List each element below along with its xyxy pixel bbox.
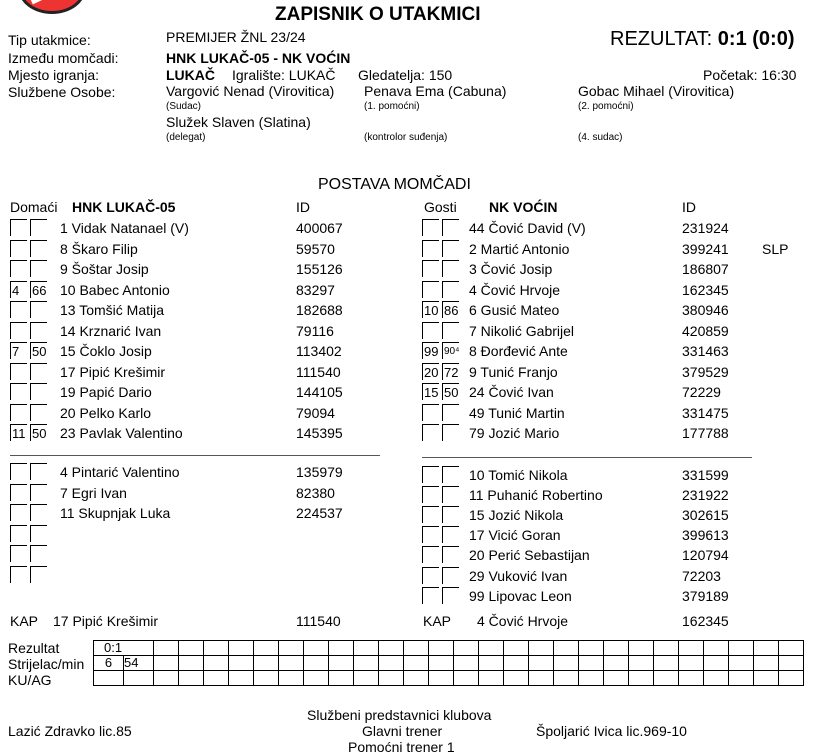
- score-cell: [354, 641, 379, 656]
- player-id: 420859: [682, 322, 729, 339]
- pitch-info: Igralište: LUKAČ: [232, 67, 336, 83]
- player-name: 15 Čoklo Josip: [60, 343, 152, 359]
- player-name: 44 Čović David (V): [469, 220, 586, 236]
- score-cell: [254, 671, 279, 686]
- sub-minute-box: [442, 322, 459, 339]
- sub-out-box: [10, 404, 27, 421]
- score-cell: [229, 656, 254, 671]
- sub-minute-box: 50: [32, 344, 47, 359]
- sub-out-box: [422, 486, 439, 503]
- score-cell: [354, 671, 379, 686]
- score-cell: [729, 671, 754, 686]
- away-captain: 4 Čović Hrvoje: [477, 613, 569, 629]
- score-cell: [229, 671, 254, 686]
- player-name: 13 Tomšić Matija: [60, 302, 165, 318]
- player-name: 9 Šoštar Josip: [60, 261, 149, 277]
- rezultat-label: Rezultat: [8, 640, 60, 656]
- player-id: 120794: [682, 547, 729, 564]
- sub-out-box: [422, 219, 439, 236]
- player-id: 113402: [296, 343, 342, 359]
- player-id: 400067: [296, 220, 343, 236]
- player-id: 83297: [296, 281, 335, 298]
- player-name: 9 Tunić Franjo: [469, 363, 558, 380]
- official-name: Penava Ema (Cabuna): [364, 83, 507, 99]
- sub-minute-box: [30, 383, 47, 400]
- score-cell: [454, 671, 479, 686]
- score-cell: [754, 671, 779, 686]
- score-cell: [379, 656, 404, 671]
- sub-out-box: [10, 301, 27, 318]
- score-cell: [629, 641, 654, 656]
- score-cell: [179, 641, 204, 656]
- player-id: 79094: [296, 404, 335, 421]
- player-name: 29 Vuković Ivan: [469, 567, 568, 584]
- score-cell: [454, 641, 479, 656]
- official-role: (2. pomoćni): [578, 101, 634, 112]
- score-cell: [154, 641, 179, 656]
- sub-out-box: [10, 383, 27, 400]
- player-name: 7 Egri Ivan: [60, 484, 127, 501]
- sub-out-box: [422, 260, 439, 277]
- player-id: 380946: [682, 302, 729, 318]
- sub-minute-box: [442, 546, 459, 563]
- player-id: 135979: [296, 464, 343, 480]
- player-id: 82380: [296, 484, 335, 501]
- score-cell: [604, 671, 629, 686]
- player-id: 331475: [682, 404, 729, 421]
- official-name: Služek Slaven (Slatina): [166, 114, 311, 130]
- score-cell: [304, 641, 329, 656]
- sub-minute-box: [30, 566, 47, 583]
- scoring-row: [94, 656, 804, 671]
- player-id: 231924: [682, 220, 729, 236]
- player-name: 23 Pavlak Valentino: [60, 425, 183, 441]
- sub-out-box: [10, 545, 27, 562]
- sub-out-box: [10, 240, 27, 257]
- official-name: Vargović Nenad (Virovitica): [166, 83, 335, 99]
- away-id-header: ID: [682, 199, 696, 215]
- score-cell: [354, 656, 379, 671]
- sub-minute-box: [442, 466, 459, 483]
- score-cell: [254, 641, 279, 656]
- player-name: 49 Tunić Martin: [469, 404, 565, 421]
- sub-out-box: [10, 463, 27, 480]
- score-cell: [504, 656, 529, 671]
- score-cell: [429, 641, 454, 656]
- sub-minute-box: [442, 587, 459, 604]
- scoring-grid: [93, 640, 804, 686]
- sub-minute-box: 90⁴: [442, 342, 459, 359]
- player-name: 79 Jozić Mario: [469, 425, 560, 441]
- sub-out-box: [422, 404, 439, 421]
- score-cell: [554, 656, 579, 671]
- lineup-title: POSTAVA MOMČADI: [318, 176, 471, 193]
- teams-label: Između momčadi:: [8, 50, 119, 66]
- sub-minute-box: 72: [444, 364, 459, 380]
- sub-out-box: [10, 566, 27, 583]
- sub-minute-box: [442, 240, 459, 257]
- sub-out-box: [422, 506, 439, 523]
- away-divider: [422, 457, 752, 458]
- score-cell: [579, 656, 604, 671]
- player-name: 4 Čović Hrvoje: [469, 281, 561, 298]
- score-cell: [154, 671, 179, 686]
- sub-out-box: [422, 240, 439, 257]
- official-role: (delegat): [166, 132, 206, 143]
- spectators-info: Gledatelja: 150: [358, 67, 453, 83]
- score-cell: [679, 641, 704, 656]
- player-name: 6 Gusić Mateo: [469, 302, 560, 318]
- sub-minute-box: 66: [32, 282, 47, 298]
- scoring-row: [94, 671, 804, 686]
- officials-label: Službene Osobe:: [8, 84, 116, 100]
- score-cell: 54: [124, 656, 154, 671]
- player-name: 10 Tomić Nikola: [469, 467, 568, 483]
- player-id: 162345: [682, 281, 729, 298]
- sub-minute-box: [442, 506, 459, 523]
- player-name: 8 Đorđević Ante: [469, 343, 568, 359]
- sub-out-box: [422, 322, 439, 339]
- player-id: 72229: [682, 384, 721, 400]
- score-cell: [729, 641, 754, 656]
- home-captain: 17 Pipić Krešimir: [53, 613, 159, 629]
- score-cell: [254, 656, 279, 671]
- sub-minute-box: [442, 404, 459, 421]
- player-id: 379529: [682, 363, 729, 380]
- score-cell: [754, 641, 779, 656]
- sub-out-box: 10: [424, 303, 439, 318]
- sub-out-box: 99: [424, 344, 439, 359]
- player-name: 24 Čović Ivan: [469, 384, 554, 400]
- score-cell: [429, 671, 454, 686]
- player-name: 7 Nikolić Gabrijel: [469, 322, 575, 339]
- score-cell: [179, 656, 204, 671]
- sub-out-box: [422, 546, 439, 563]
- player-name: 4 Pintarić Valentino: [60, 464, 180, 480]
- score-cell: [479, 656, 504, 671]
- official-name: Gobac Mihael (Virovitica): [578, 83, 735, 99]
- player-id: 186807: [682, 261, 729, 277]
- sub-minute-box: [30, 525, 47, 542]
- player-id: 331599: [682, 467, 729, 483]
- official-role: (Sudac): [166, 101, 202, 112]
- score-cell: [629, 671, 654, 686]
- sub-minute-box: [442, 567, 459, 584]
- player-note: SLP: [762, 240, 789, 257]
- player-id: 331463: [682, 343, 729, 359]
- home-id-header: ID: [296, 199, 310, 215]
- result-label: [610, 28, 795, 51]
- sub-minute-box: 50: [444, 385, 459, 400]
- sub-out-box: 15: [424, 385, 439, 400]
- official-role: (1. pomoćni): [364, 101, 420, 112]
- sub-minute-box: [30, 545, 47, 562]
- teams-value: HNK LUKAČ-05 - NK VOĆIN: [166, 50, 351, 66]
- score-cell: [779, 641, 804, 656]
- player-name: 10 Babec Antonio: [60, 281, 170, 298]
- home-team-name: HNK LUKAČ-05: [72, 199, 176, 215]
- sub-minute-box: [442, 424, 459, 441]
- score-cell: [429, 656, 454, 671]
- score-cell: [304, 671, 329, 686]
- sub-out-box: [422, 567, 439, 584]
- score-cell: [204, 641, 229, 656]
- sub-minute-box: [30, 301, 47, 318]
- score-cell: [704, 671, 729, 686]
- sub-out-box: [10, 322, 27, 339]
- venue-value: LUKAČ: [166, 67, 215, 83]
- sub-out-box: 4: [10, 281, 27, 298]
- sub-minute-box: [442, 486, 459, 503]
- player-id: 72203: [682, 567, 721, 584]
- league-logo: [18, 0, 86, 14]
- score-cell: [479, 641, 504, 656]
- player-name: 3 Čović Josip: [469, 261, 553, 277]
- home-kap-label: KAP: [10, 613, 39, 629]
- sub-out-box: 7: [10, 342, 27, 359]
- score-cell: [454, 656, 479, 671]
- result-value: 0:1 (0:0): [717, 28, 795, 50]
- sub-minute-box: [30, 484, 47, 501]
- player-id: 155126: [296, 261, 343, 277]
- score-cell: [729, 656, 754, 671]
- away-label: Gosti: [424, 199, 457, 215]
- sub-out-box: [422, 424, 439, 441]
- sub-minute-box: [30, 363, 47, 380]
- sub-out-box: [10, 260, 27, 277]
- player-id: 302615: [682, 507, 729, 524]
- sub-minute-box: 86: [444, 303, 459, 318]
- player-name: 17 Vicić Goran: [469, 527, 561, 544]
- score-cell: [654, 671, 679, 686]
- sub-out-box: 11: [12, 426, 26, 441]
- score-cell: [554, 641, 579, 656]
- player-name: 19 Papić Dario: [60, 384, 152, 400]
- score-cell: [529, 656, 554, 671]
- score-cell: [604, 641, 629, 656]
- score-cell: [379, 671, 404, 686]
- player-id: 111540: [296, 363, 341, 380]
- type-label: Tip utakmice:: [8, 32, 91, 48]
- role-assistant-coach: Pomoćni trener 1: [348, 739, 455, 755]
- sub-minute-box: [30, 219, 47, 236]
- sub-out-box: [10, 525, 27, 542]
- role-head-coach: Glavni trener: [362, 723, 443, 739]
- player-id: 224537: [296, 505, 343, 521]
- player-name: 14 Krznarić Ivan: [60, 322, 162, 339]
- sub-out-box: 20: [424, 364, 439, 380]
- sub-out-box: [10, 219, 27, 236]
- score-cell: [704, 641, 729, 656]
- official-role: (4. sudac): [578, 132, 623, 143]
- score-cell: [404, 656, 429, 671]
- sub-out-box: [422, 587, 439, 604]
- sub-out-box: [10, 504, 27, 521]
- score-cell: [204, 671, 229, 686]
- sub-out-box: [10, 484, 27, 501]
- score-cell: [679, 671, 704, 686]
- player-id: 182688: [296, 302, 343, 318]
- score-cell: [204, 656, 229, 671]
- sub-minute-box: [30, 240, 47, 257]
- player-name: 11 Skupnjak Luka: [60, 505, 171, 521]
- sub-minute-box: [442, 219, 459, 236]
- player-id: 59570: [296, 240, 335, 257]
- score-cell: [704, 656, 729, 671]
- home-representative: Lazić Zdravko lic.85: [8, 723, 132, 739]
- player-name: 1 Vidak Natanael (V): [60, 220, 189, 236]
- player-id: 379189: [682, 587, 729, 604]
- player-name: 17 Pipić Krešimir: [60, 363, 166, 380]
- sub-minute-box: [442, 281, 459, 298]
- player-id: 145395: [296, 425, 343, 441]
- score-cell: [604, 656, 629, 671]
- score-cell: [779, 656, 804, 671]
- score-cell: [124, 671, 154, 686]
- page-title: ZAPISNIK O UTAKMICI: [275, 4, 481, 25]
- sub-minute-box: [442, 526, 459, 543]
- sub-out-box: [422, 466, 439, 483]
- home-label: Domaći: [10, 199, 58, 215]
- home-captain-id: 111540: [296, 613, 341, 629]
- sub-minute-box: [30, 504, 47, 521]
- score-cell: [304, 656, 329, 671]
- player-id: 399613: [682, 527, 729, 544]
- footer-title: Službeni predstavnici klubova: [307, 707, 492, 723]
- away-representative: Špoljarić Ivica lic.969-10: [536, 723, 687, 739]
- player-name: 2 Martić Antonio: [469, 240, 570, 257]
- player-id: 144105: [296, 384, 343, 400]
- score-cell: [279, 641, 304, 656]
- player-name: 11 Puhanić Robertino: [469, 487, 603, 504]
- score-cell: [579, 641, 604, 656]
- sub-minute-box: [30, 404, 47, 421]
- start-time: Početak: 16:30: [703, 67, 797, 83]
- score-cell: [329, 671, 354, 686]
- score-cell: [529, 671, 554, 686]
- score-cell: 6: [94, 656, 124, 671]
- strijelac-label: Strijelac/min: [8, 656, 85, 672]
- home-divider: [10, 455, 380, 456]
- score-cell: [329, 641, 354, 656]
- venue-label: Mjesto igranja:: [8, 67, 100, 83]
- player-name: 99 Lipovac Leon: [469, 587, 572, 604]
- player-name: 15 Jozić Nikola: [469, 507, 564, 524]
- score-cell: [654, 641, 679, 656]
- score-cell: [754, 656, 779, 671]
- sub-out-box: [422, 526, 439, 543]
- score-cell: [329, 656, 354, 671]
- score-cell: [94, 671, 124, 686]
- sub-minute-box: [30, 463, 47, 480]
- score-cell: [404, 671, 429, 686]
- score-cell: [179, 671, 204, 686]
- score-cell: 0:1: [94, 641, 154, 656]
- official-role: (kontrolor suđenja): [364, 132, 448, 143]
- sub-minute-box: [442, 260, 459, 277]
- player-id: 399241: [682, 240, 729, 257]
- away-captain-id: 162345: [682, 613, 729, 629]
- score-cell: [504, 641, 529, 656]
- score-cell: [579, 671, 604, 686]
- sub-minute-box: [30, 322, 47, 339]
- score-cell: [279, 656, 304, 671]
- away-team-name: NK VOĆIN: [489, 199, 558, 215]
- player-name: 20 Perić Sebastijan: [469, 547, 590, 564]
- sub-out-box: [10, 363, 27, 380]
- away-kap-label: KAP: [423, 613, 452, 629]
- player-name: 20 Pelko Karlo: [60, 404, 152, 421]
- score-cell: [679, 656, 704, 671]
- score-cell: [504, 671, 529, 686]
- score-cell: [154, 656, 179, 671]
- score-cell: [379, 641, 404, 656]
- score-cell: [229, 641, 254, 656]
- player-id: 79116: [296, 322, 334, 339]
- type-value: PREMIJER ŽNL 23/24: [166, 29, 306, 45]
- player-id: 177788: [682, 425, 729, 441]
- score-cell: [479, 671, 504, 686]
- score-cell: [279, 671, 304, 686]
- result-label-text: REZULTAT:: [610, 28, 713, 50]
- scoring-row: [94, 641, 804, 656]
- sub-out-box: [422, 281, 439, 298]
- sub-minute-box: 50: [32, 426, 47, 441]
- score-cell: [629, 656, 654, 671]
- score-cell: [779, 671, 804, 686]
- sub-minute-box: [30, 260, 47, 277]
- player-name: 8 Škaro Filip: [60, 240, 138, 257]
- score-cell: [404, 641, 429, 656]
- player-id: 231922: [682, 487, 729, 504]
- score-cell: [529, 641, 554, 656]
- score-cell: [554, 671, 579, 686]
- score-cell: [654, 656, 679, 671]
- kuag-label: KU/AG: [8, 672, 52, 688]
